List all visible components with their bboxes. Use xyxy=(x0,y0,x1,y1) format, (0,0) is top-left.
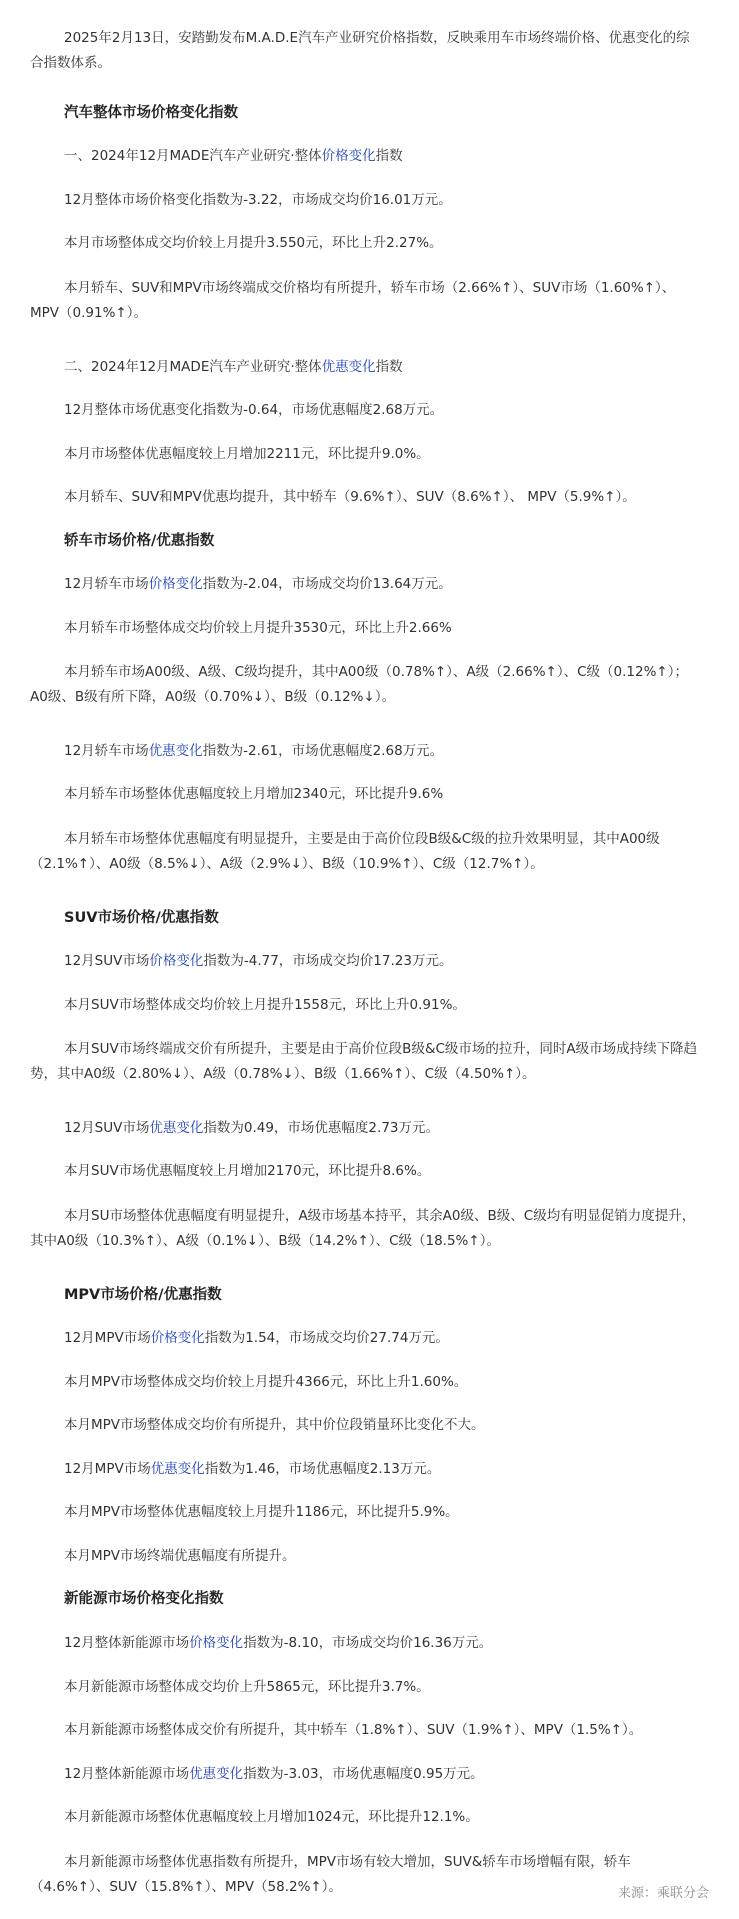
paragraph: 12月整体市场价格变化指数为-3.22，市场成交均价16.01万元。 xyxy=(64,192,452,208)
text-run: 指数为1.54，市场成交均价27.74万元。 xyxy=(204,1330,449,1346)
text-run: 12月SUV市场 xyxy=(64,1120,150,1136)
text-run: 12月MPV市场 xyxy=(64,1330,151,1346)
paragraph: 本月轿车市场整体优惠幅度有明显提升，主要是由于高价位段B级&C级的拉升效果明显，其中A00级（2.1%↑）、A0级（8.5%↓）、A级（2.9%↓）、B级（10.9%↑）、C级（12.7%↑）。 xyxy=(30,831,660,872)
paragraph: 12月整体市场优惠变化指数为-0.64，市场优惠幅度2.68万元。 xyxy=(64,402,444,418)
paragraph: 2025年2月13日，安踏勤发布M.A.D.E汽车产业研究价格指数，反映乘用车市场终端价格、优惠变化的综合指数体系。 xyxy=(30,30,690,71)
paragraph xyxy=(30,144,702,169)
paragraph: 本月新能源市场整体成交价有所提升，其中轿车（1.8%↑）、SUV（1.9%↑）、MPV（1.5%↑）。 xyxy=(64,1722,643,1738)
paragraph: 本月SU市场整体优惠幅度有明显提升，A级市场基本持平，其余A0级、B级、C级均有明显促销力度提升，其中A0级（10.3%↑）、A级（0.1%↓）、B级（14.2%↑）、C级（18.5%↑）。 xyxy=(30,1208,696,1249)
paragraph xyxy=(30,572,702,597)
paragraph xyxy=(30,739,702,764)
text-run: 二、2024年12月MADE汽车产业研究·整体 xyxy=(64,359,322,375)
paragraph: 本月轿车市场整体成交均价较上月提升3530元，环比上升2.66% xyxy=(64,620,452,636)
keyword-link[interactable]: 优惠变化 xyxy=(321,359,376,375)
text-run: 指数为-4.77，市场成交均价17.23万元。 xyxy=(203,953,453,969)
text-run: 12月SUV市场 xyxy=(64,953,150,969)
keyword-link[interactable]: 价格变化 xyxy=(321,148,376,164)
text-run: 指数为0.49，市场优惠幅度2.73万元。 xyxy=(203,1120,439,1136)
paragraph: 本月轿车、SUV和MPV市场终端成交价格均有所提升，轿车市场（2.66%↑）、SUV市场（1.60%↑）、MPV（0.91%↑）。 xyxy=(30,280,676,321)
keyword-link[interactable]: 价格变化 xyxy=(150,1330,205,1346)
paragraph: 本月MPV市场整体优惠幅度较上月提升1186元，环比提升5.9%。 xyxy=(64,1504,459,1520)
paragraph xyxy=(30,949,702,974)
paragraph xyxy=(30,1116,702,1141)
text-run: 指数为1.46，市场优惠幅度2.13万元。 xyxy=(204,1461,441,1477)
text-run: 12月整体新能源市场 xyxy=(64,1635,190,1651)
paragraph: 本月轿车市场整体优惠幅度较上月增加2340元，环比提升9.6% xyxy=(64,786,444,802)
section-heading: MPV市场价格/优惠指数 xyxy=(64,1287,222,1303)
paragraph xyxy=(30,1457,702,1482)
section-heading: 新能源市场价格变化指数 xyxy=(64,1591,224,1607)
paragraph xyxy=(30,1762,702,1787)
keyword-link[interactable]: 优惠变化 xyxy=(150,1461,205,1477)
paragraph: 本月SUV市场整体成交均价较上月提升1558元，环比上升0.91%。 xyxy=(64,997,466,1013)
paragraph: 本月轿车市场A00级、A级、C级均提升，其中A00级（0.78%↑）、A级（2.66%↑）、C级（0.12%↑）；A0级、B级有所下降，A0级（0.70%↓）、B级（0.12%↓）。 xyxy=(30,664,688,705)
section-heading: 轿车市场价格/优惠指数 xyxy=(64,533,215,549)
text-run: 一、2024年12月MADE汽车产业研究·整体 xyxy=(64,148,322,164)
paragraph: 本月市场整体优惠幅度较上月增加2211元，环比提升9.0%。 xyxy=(64,446,430,462)
paragraph: 本月SUV市场终端成交价有所提升，主要是由于高价位段B级&C级市场的拉升，同时A级市场成持续下降趋势，其中A0级（2.80%↓）、A级（0.78%↓）、B级（1.66%↑）、C级（4.50%↑）。 xyxy=(30,1041,698,1082)
text-run: 12月MPV市场 xyxy=(64,1461,151,1477)
paragraph: 本月SUV市场优惠幅度较上月增加2170元，环比提升8.6%。 xyxy=(64,1163,431,1179)
text-run: 指数为-8.10，市场成交均价16.36万元。 xyxy=(243,1635,493,1651)
keyword-link[interactable]: 优惠变化 xyxy=(149,1120,204,1136)
paragraph: 本月MPV市场终端优惠幅度有所提升。 xyxy=(64,1548,296,1564)
paragraph: 本月新能源市场整体优惠幅度较上月增加1024元，环比提升12.1%。 xyxy=(64,1809,479,1825)
text-run: 12月整体新能源市场 xyxy=(64,1766,190,1782)
text-run: 指数为-3.03，市场优惠幅度0.95万元。 xyxy=(243,1766,484,1782)
source-credit: 来源：乘联分会 xyxy=(617,1886,709,1901)
section-heading: 汽车整体市场价格变化指数 xyxy=(64,105,238,121)
paragraph xyxy=(30,355,702,380)
paragraph: 本月新能源市场整体成交均价上升5865元，环比提升3.7%。 xyxy=(64,1679,430,1695)
text-run: 指数 xyxy=(375,148,403,164)
text-run: 指数 xyxy=(375,359,403,375)
paragraph xyxy=(30,1326,702,1351)
keyword-link[interactable]: 价格变化 xyxy=(189,1635,244,1651)
text-run: 12月轿车市场 xyxy=(64,743,149,759)
paragraph: 本月MPV市场整体成交均价有所提升，其中价位段销量环比变化不大。 xyxy=(64,1417,485,1433)
paragraph: 本月新能源市场整体优惠指数有所提升，MPV市场有较大增加，SUV&轿车市场增幅有限，轿车（4.6%↑）、SUV（15.8%↑）、MPV（58.2%↑）。 xyxy=(30,1854,631,1895)
keyword-link[interactable]: 优惠变化 xyxy=(148,743,203,759)
text-run: 指数为-2.61，市场优惠幅度2.68万元。 xyxy=(202,743,444,759)
keyword-link[interactable]: 价格变化 xyxy=(148,576,203,592)
text-run: 指数为-2.04，市场成交均价13.64万元。 xyxy=(202,576,452,592)
keyword-link[interactable]: 价格变化 xyxy=(149,953,204,969)
keyword-link[interactable]: 优惠变化 xyxy=(189,1766,244,1782)
paragraph: 本月市场整体成交均价较上月提升3.550元，环比上升2.27%。 xyxy=(64,235,443,251)
paragraph: 本月MPV市场整体成交均价较上月提升4366元，环比上升1.60%。 xyxy=(64,1374,468,1390)
text-run: 12月轿车市场 xyxy=(64,576,149,592)
section-heading: SUV市场价格/优惠指数 xyxy=(64,910,219,926)
paragraph: 本月轿车、SUV和MPV优惠均提升，其中轿车（9.6%↑）、SUV（8.6%↑）、 MPV（5.9%↑）。 xyxy=(64,489,636,505)
paragraph xyxy=(30,1631,702,1656)
